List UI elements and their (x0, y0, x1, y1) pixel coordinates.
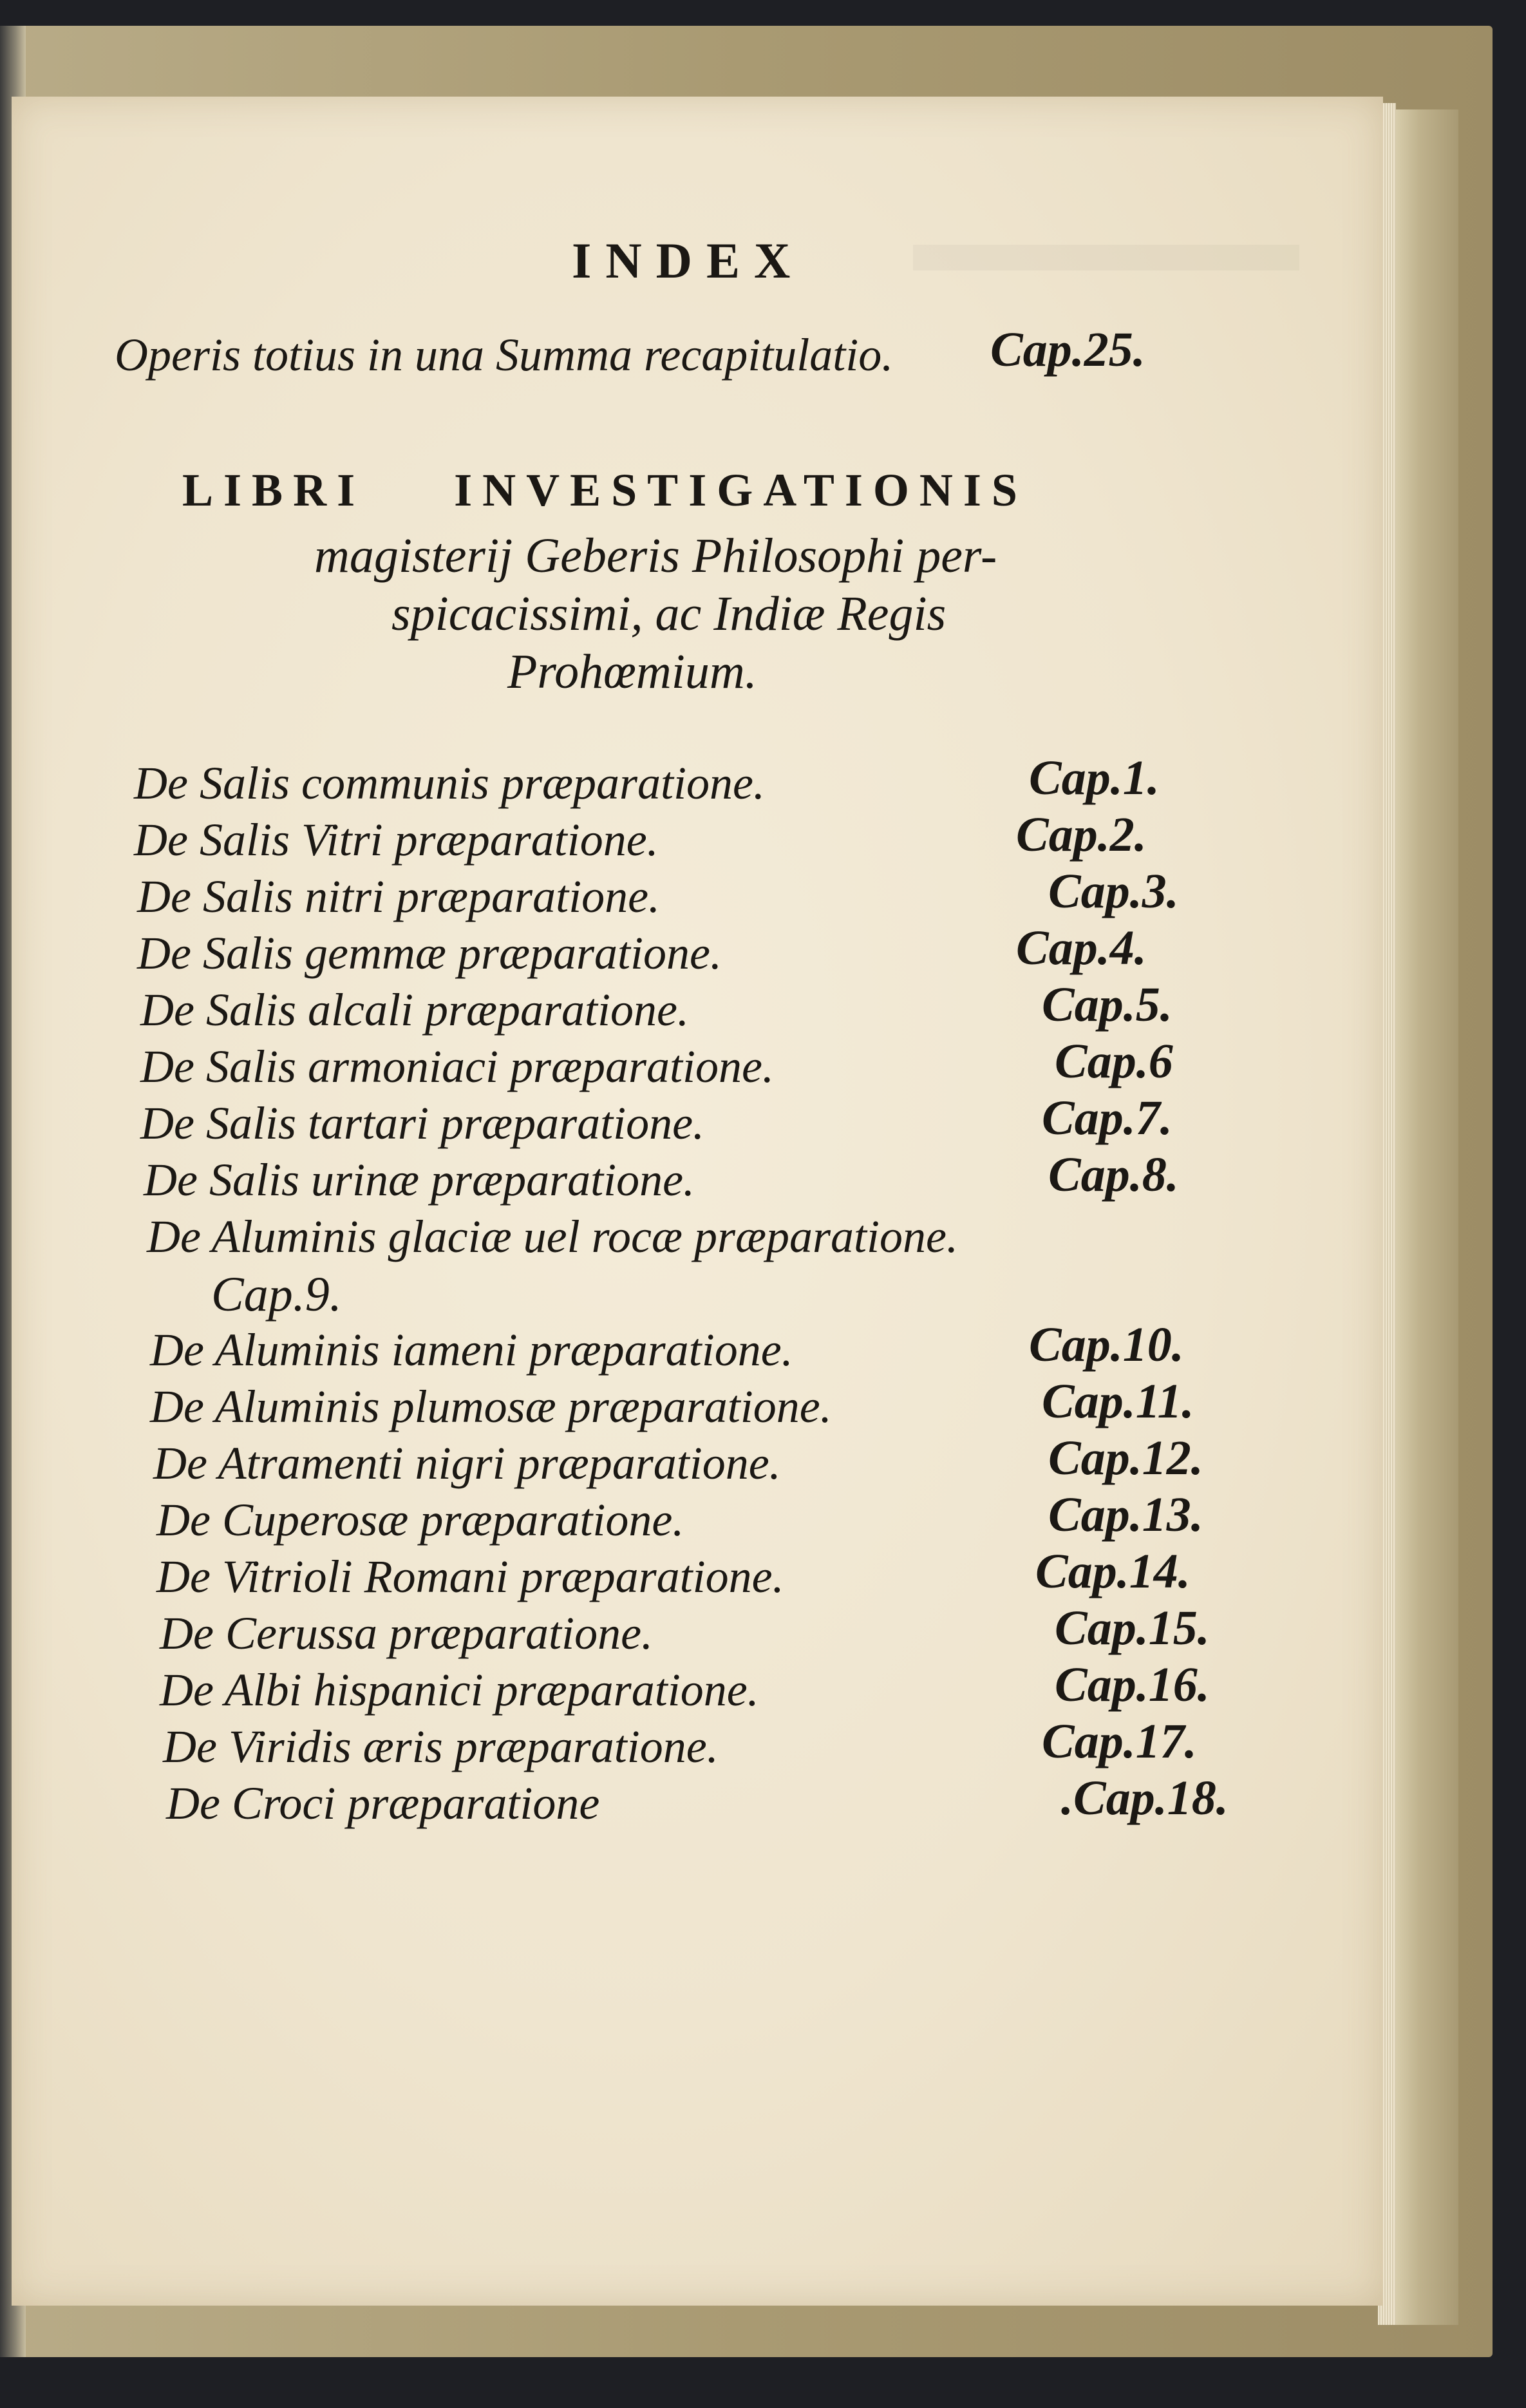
entry-cap: Cap.3. (1048, 864, 1179, 918)
opening-entry-cap: Cap.25. (990, 323, 1145, 377)
entry-cap: Cap.1. (1029, 751, 1160, 805)
entry-label: De Aluminis plumosæ præparatione. (150, 1381, 832, 1432)
book-page (12, 97, 1383, 2306)
section-title-part2: INVESTIGATIONIS (454, 464, 1028, 516)
section-title-part1: LIBRI (182, 464, 366, 516)
cover-edge (1394, 109, 1458, 2325)
entry-label: De Viridis æris præparatione. (163, 1721, 719, 1772)
entry-label: De Salis tartari præparatione. (140, 1097, 705, 1149)
entry-cap: Cap.9. (211, 1267, 342, 1322)
entry-label: De Cuperosæ præparatione. (156, 1494, 684, 1546)
entry-label: De Atramenti nigri præparatione. (153, 1437, 781, 1489)
entry-cap: Cap.14. (1035, 1544, 1191, 1598)
show-through (913, 245, 1299, 270)
entry-cap: Cap.13. (1048, 1488, 1203, 1542)
entry-label: De Albi hispanici præparatione. (160, 1664, 759, 1716)
entry-cap: Cap.5. (1042, 978, 1173, 1032)
entry-label: De Aluminis iameni præparatione. (150, 1324, 793, 1376)
entry-label: De Croci præparatione (166, 1778, 600, 1829)
entry-cap: Cap.15. (1055, 1601, 1210, 1655)
entry-label: De Aluminis glaciæ uel rocæ præparatione. (147, 1211, 958, 1262)
opening-entry-label: Operis totius in una Summa recapitulatio. (115, 329, 894, 381)
section-title (182, 464, 1028, 517)
entry-cap: Cap.4. (1016, 921, 1147, 975)
entry-label: De Salis gemmæ præparatione. (137, 927, 722, 979)
entry-cap: .Cap.18. (1061, 1771, 1229, 1825)
entry-cap: Cap.10. (1029, 1318, 1184, 1372)
subtitle-line-3: Prohœmium. (507, 645, 757, 699)
entry-cap: Cap.17. (1042, 1714, 1197, 1768)
entry-cap: Cap.12. (1048, 1431, 1203, 1485)
entry-label: De Salis armoniaci præparatione. (140, 1041, 774, 1092)
entry-label: De Salis urinæ præparatione. (144, 1154, 695, 1206)
entry-label: De Salis Vitri præparatione. (134, 814, 659, 866)
entry-cap: Cap.2. (1016, 808, 1147, 862)
running-head: INDEX (572, 232, 805, 289)
entry-cap: Cap.6 (1055, 1034, 1173, 1088)
entry-label: De Cerussa præparatione. (160, 1607, 654, 1659)
entry-label: De Vitrioli Romani præparatione. (156, 1551, 784, 1602)
entry-label: De Salis nitri præparatione. (137, 871, 661, 922)
entry-cap: Cap.16. (1055, 1658, 1210, 1712)
subtitle-line-1: magisterij Geberis Philosophi per- (314, 529, 997, 583)
subtitle-line-2: spicacissimi, ac Indiæ Regis (391, 587, 947, 641)
entry-cap: Cap.7. (1042, 1091, 1173, 1145)
entry-cap: Cap.8. (1048, 1148, 1179, 1202)
entry-label: De Salis alcali præparatione. (140, 984, 689, 1036)
entry-label: De Salis communis præparatione. (134, 757, 765, 809)
entry-cap: Cap.11. (1042, 1374, 1194, 1428)
